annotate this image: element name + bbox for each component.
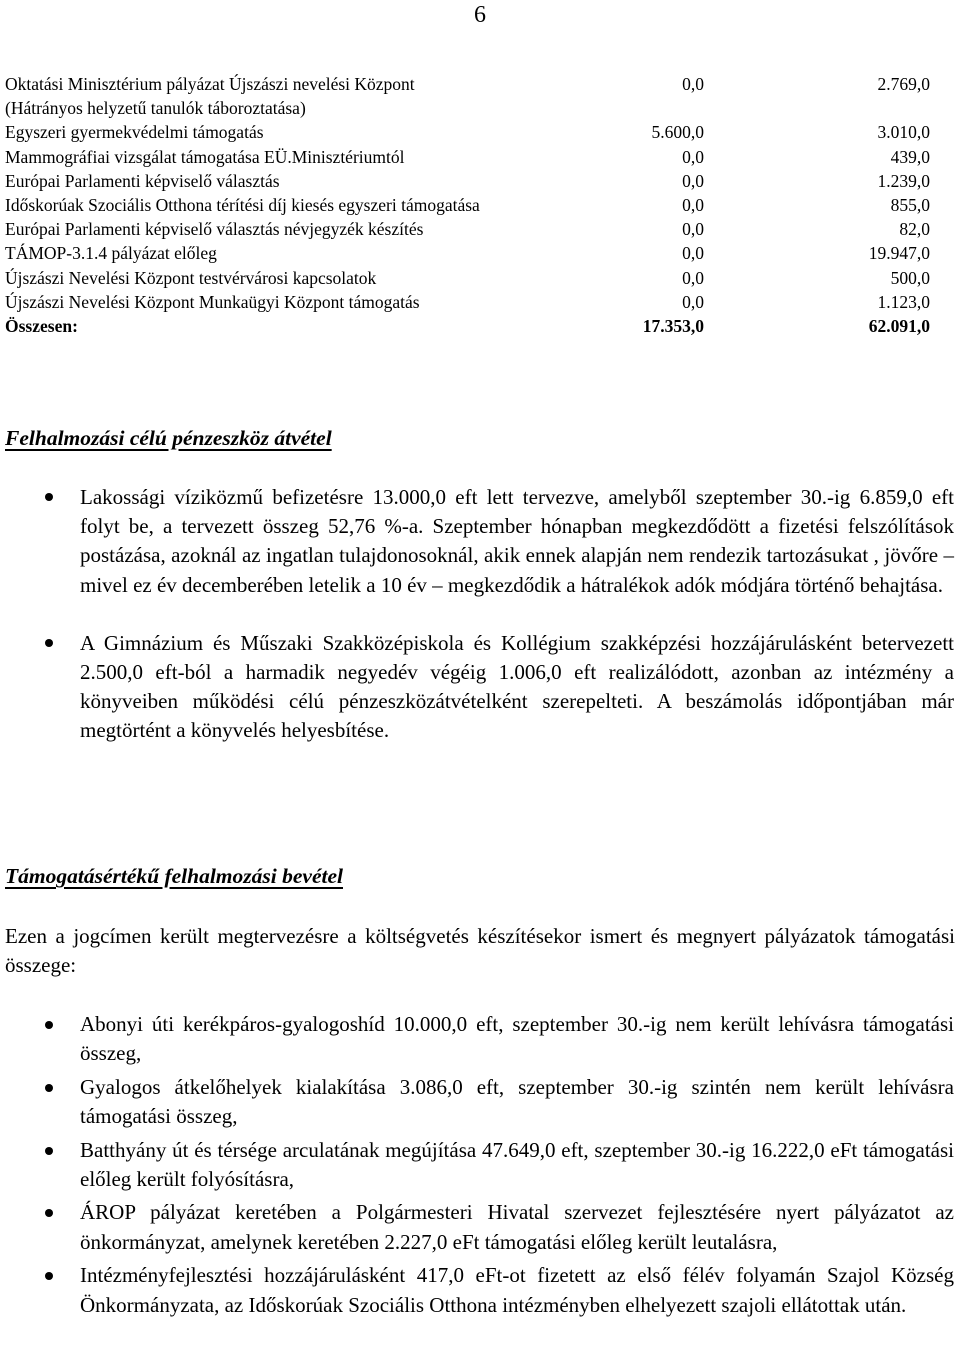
row-label: Európai Parlamenti képviselő választás	[5, 170, 280, 191]
table-row	[5, 193, 930, 217]
list-item	[0, 1198, 960, 1257]
row-label: Európai Parlamenti képviselő választás névjegyzék készítés	[5, 219, 424, 240]
row-value-1: 0,0	[682, 146, 704, 167]
table-row	[5, 266, 930, 290]
list-item	[0, 1261, 960, 1320]
bullet-icon	[45, 1272, 53, 1280]
list-item-text: Lakossági víziközmű befizetésre 13.000,0 eft lett tervezve, amelyből szeptember 30.-ig 6.859,0 eft folyt be, a tervezett összeg 52,76 %-a. Szeptember hónapban megkezdődött a fizetési felszólítások postázása, azoknál az ingatlan tulajdonosoknál, akik ennek alapján nem rendezik tartozásukat , jövőre – mivel ez év decemberében letelik a 10 év – megkezdődik a hátralékok adók módjára történő behajtása.	[80, 485, 954, 597]
bullet-icon	[45, 493, 53, 501]
list-item-text: Abonyi úti kerékpáros-gyalogoshíd 10.000,0 eft, szeptember 30.-ig nem került lehívásra támogatási összeg,	[80, 1012, 954, 1066]
bullet-icon	[45, 1084, 53, 1092]
row-value-2: 1.123,0	[877, 291, 930, 312]
row-label: Egyszeri gyermekvédelmi támogatás	[5, 122, 264, 143]
list-item-text: ÁROP pályázat keretében a Polgármesteri Hivatal szervezet fejlesztésére nyert pályázatot az önkormányzat, amelynek keretében 2.227,0 eFt támogatási előleg került leutalásra,	[80, 1200, 954, 1254]
revenue-table	[5, 72, 930, 338]
bullet-icon	[45, 1209, 53, 1217]
table-row	[5, 145, 930, 169]
row-value-2: 3.010,0	[877, 122, 930, 143]
bullet-icon	[45, 1021, 53, 1029]
row-value-2: 439,0	[890, 146, 930, 167]
table-row	[5, 217, 930, 241]
row-label: Újszászi Nevelési Központ testvérvárosi kapcsolatok	[5, 267, 377, 288]
total-label: Összesen:	[5, 315, 78, 336]
row-value-2: 855,0	[890, 194, 930, 215]
list-item	[0, 1073, 960, 1132]
list-item-text: Intézményfejlesztési hozzájárulásként 417,0 eFt-ot fizetett az első félév folyamán Szajol Község Önkormányzata, az Időskorúak Szociális Otthona intézményben elhelyezett szajoli ellátottak után.	[80, 1263, 954, 1317]
list-item	[0, 483, 960, 600]
row-value-1: 5.600,0	[651, 122, 704, 143]
bullet-icon	[45, 639, 53, 647]
row-label: TÁMOP-3.1.4 pályázat előleg	[5, 243, 217, 264]
section-heading-felhalmozasi: Felhalmozási célú pénzeszköz átvétel	[5, 426, 332, 450]
row-label: Időskorúak Szociális Otthona térítési díj kiesés egyszeri támogatása	[5, 194, 480, 215]
row-value-2: 500,0	[890, 267, 930, 288]
row-value-1: 0,0	[682, 74, 704, 94]
table-row	[5, 241, 930, 265]
row-value-2: 19.947,0	[868, 243, 930, 264]
section1-bullet-list	[0, 483, 960, 775]
row-value-1: 0,0	[682, 267, 704, 288]
table-row	[5, 96, 930, 120]
total-row	[5, 314, 930, 338]
bullet-icon	[45, 1147, 53, 1155]
row-label: (Hátrányos helyzetű tanulók táboroztatása)	[5, 98, 306, 119]
row-label: Újszászi Nevelési Központ Munkaügyi Központ támogatás	[5, 291, 420, 312]
section-heading-tamogatasertekű: Támogatásértékű felhalmozási bevétel	[5, 864, 343, 888]
section2-intro: Ezen a jogcímen került megtervezésre a költségvetés készítésekor ismert és megnyert pályázatok támogatási összege:	[5, 924, 955, 978]
list-item	[0, 629, 960, 746]
row-label: Mammográfiai vizsgálat támogatása EÜ.Minisztériumtól	[5, 146, 405, 167]
list-item	[0, 1136, 960, 1195]
list-item-text: A Gimnázium és Műszaki Szakközépiskola és Kollégium szakképzési hozzájárulásként betervezett 2.500,0 eft-ból a harmadik negyedév végéig 1.006,0 eft realizálódott, azonban az intézmény a könyveiben működési célú pénzeszközátvételként szerepelteti. A beszámolás időpontjában már megtörtént a könyvelés helyesbítése.	[80, 630, 954, 743]
list-item-text: Batthyány út és térsége arculatának megújítása 47.649,0 eft, szeptember 30.-ig 16.222,0 eFt támogatási előleg került folyósításra,	[80, 1137, 954, 1192]
row-value-2: 2.769,0	[877, 74, 930, 94]
row-value-2: 1.239,0	[877, 170, 930, 191]
row-value-1: 0,0	[682, 194, 704, 215]
row-label: Oktatási Minisztérium pályázat Újszászi nevelési Központ	[5, 74, 415, 94]
row-value-1: 0,0	[682, 219, 704, 240]
section2-bullet-list	[0, 1010, 960, 1324]
list-item-text: Gyalogos átkelőhelyek kialakítása 3.086,0 eft, szeptember 30.-ig szintén nem került lehívásra támogatási összeg,	[80, 1074, 954, 1129]
row-value-1: 0,0	[682, 291, 704, 312]
table-row	[5, 169, 930, 193]
table-row	[5, 290, 930, 314]
total-value-1: 17.353,0	[642, 315, 704, 336]
table-row	[5, 72, 930, 96]
table-row	[5, 120, 930, 144]
row-value-1: 0,0	[682, 170, 704, 191]
list-item	[0, 1010, 960, 1069]
total-value-2: 62.091,0	[868, 315, 930, 336]
row-value-1: 0,0	[682, 243, 704, 264]
row-value-2: 82,0	[899, 219, 930, 240]
page-number: 6	[474, 2, 486, 28]
